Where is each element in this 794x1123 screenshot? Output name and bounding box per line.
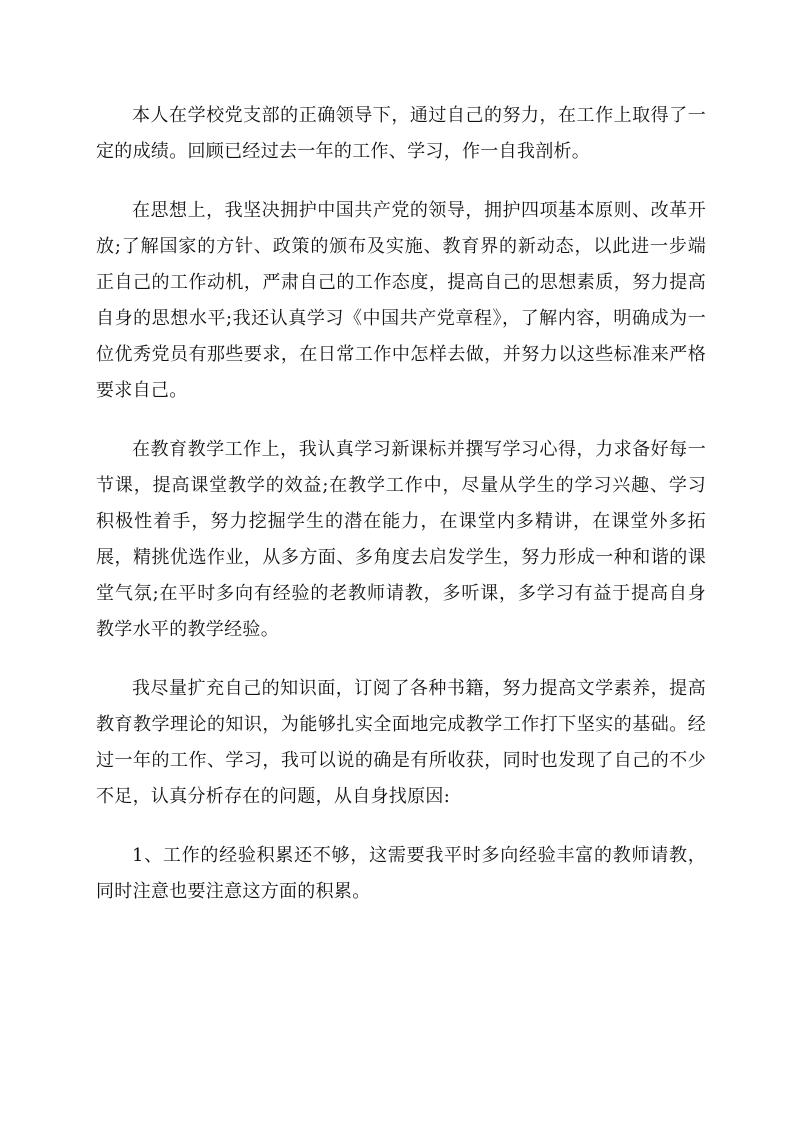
paragraph-knowledge: 我尽量扩充自己的知识面，订阅了各种书籍，努力提高文学素养，提高教育教学理论的知识，为能够扎实全面地完成教学工作打下坚实的基础。经过一年的工作、学习，我可以说的确是有所收获，同时也发现了自己的不少不足，认真分析存在的问题，从自身找原因: (96, 678, 706, 807)
paragraph-ideology: 在思想上，我坚决拥护中国共产党的领导，拥护四项基本原则、改革开放;了解国家的方针、政策的颁布及实施、教育界的新动态，以此进一步端正自己的工作动机，严肃自己的工作态度，提高自己的思想素质，努力提高自身的思想水平;我还认真学习《中国共产党章程》，了解内容，明确成为一位优秀党员有那些要求，在日常工作中怎样去做，并努力以这些标准来严格要求自己。 (96, 200, 706, 401)
paragraph-intro: 本人在学校党支部的正确领导下，通过自己的努力，在工作上取得了一定的成绩。回顾已经过去一年的工作、学习，作一自我剖析。 (96, 105, 706, 162)
paragraph-item-1: 1、工作的经验积累还不够，这需要我平时多向经验丰富的教师请教，同时注意也要注意这方面的积累。 (96, 845, 706, 902)
document-body (96, 98, 706, 933)
paragraph-teaching: 在教育教学工作上，我认真学习新课标并撰写学习心得，力求备好每一节课，提高课堂教学的效益;在教学工作中，尽量从学生的学习兴趣、学习积极性着手，努力挖掘学生的潜在能力，在课堂内多精讲，在课堂外多拓展，精挑优选作业，从多方面、多角度去启发学生，努力形成一种和谐的课堂气氛;在平时多向有经验的老教师请教，多听课，多学习有益于提高自身教学水平的教学经验。 (96, 439, 706, 640)
